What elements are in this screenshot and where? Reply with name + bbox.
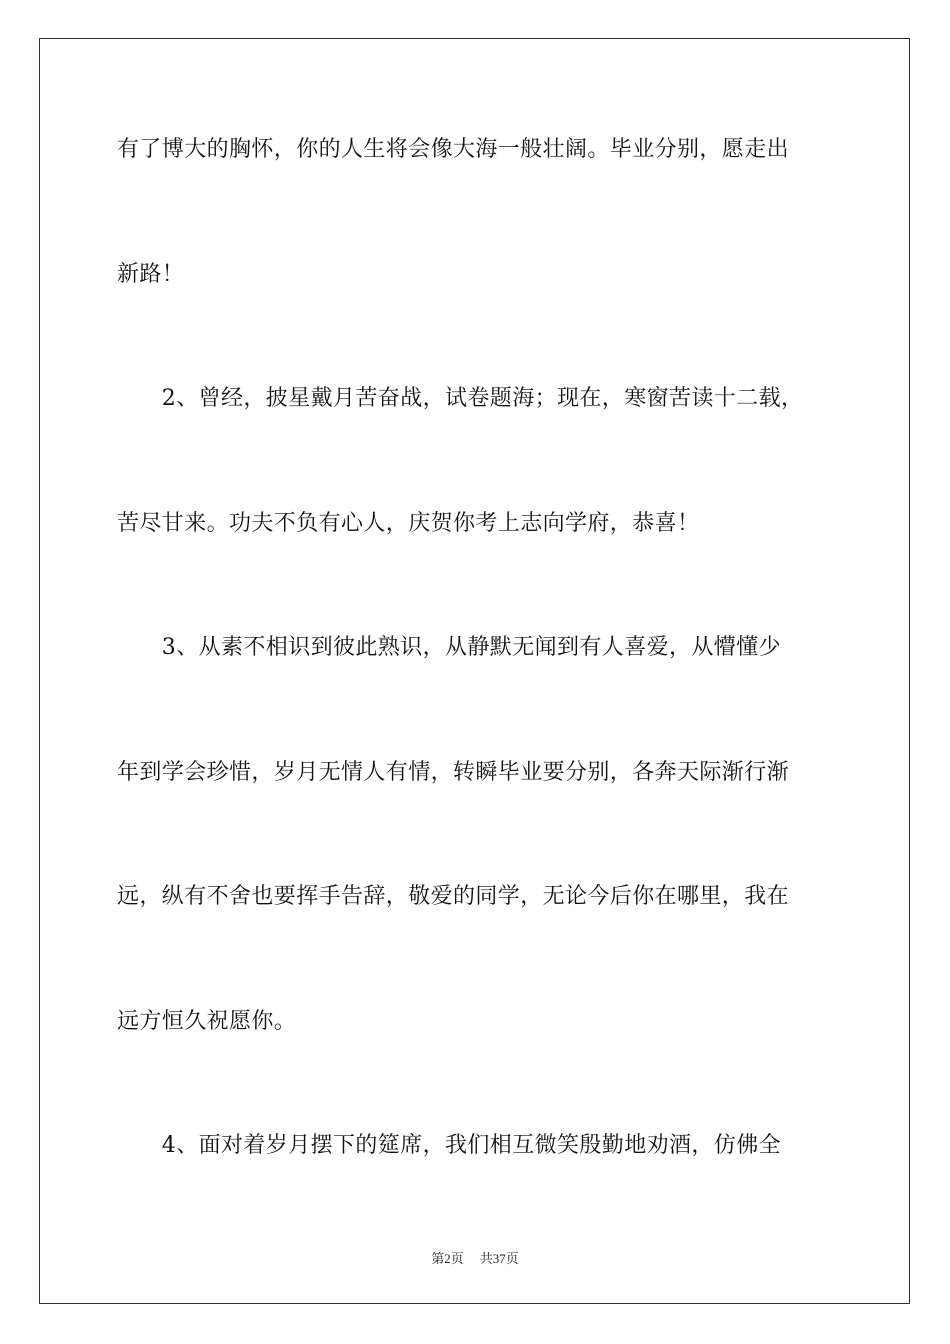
page-footer bbox=[0, 1248, 950, 1267]
text-line-2: 新路！ bbox=[117, 262, 185, 287]
text-line-7: 远，纵有不舍也要挥手告辞，敬爱的同学，无论今后你在哪里，我在 bbox=[117, 884, 790, 909]
text-line-5: 3、从素不相识到彼此熟识，从静默无闻到有人喜爱，从懵懂少 bbox=[117, 635, 781, 660]
text-line-4: 苦尽甘来。功夫不负有心人，庆贺你考上志向学府，恭喜！ bbox=[117, 511, 700, 536]
total-pages: 共37页 bbox=[479, 1251, 519, 1266]
page-number: 第2页 bbox=[431, 1251, 464, 1266]
text-line-8: 远方恒久祝愿你。 bbox=[117, 1009, 297, 1034]
text-line-1: 有了博大的胸怀，你的人生将会像大海一般壮阔。毕业分别，愿走出 bbox=[117, 137, 790, 162]
text-line-3: 2、曾经，披星戴月苦奋战，试卷题海；现在，寒窗苦读十二载， bbox=[117, 386, 804, 411]
text-line-9: 4、面对着岁月摆下的筵席，我们相互微笑殷勤地劝酒，仿佛全 bbox=[117, 1133, 781, 1158]
text-line-6: 年到学会珍惜，岁月无情人有情，转瞬毕业要分别，各奔天际渐行渐 bbox=[117, 760, 790, 785]
page-border bbox=[39, 38, 910, 1304]
